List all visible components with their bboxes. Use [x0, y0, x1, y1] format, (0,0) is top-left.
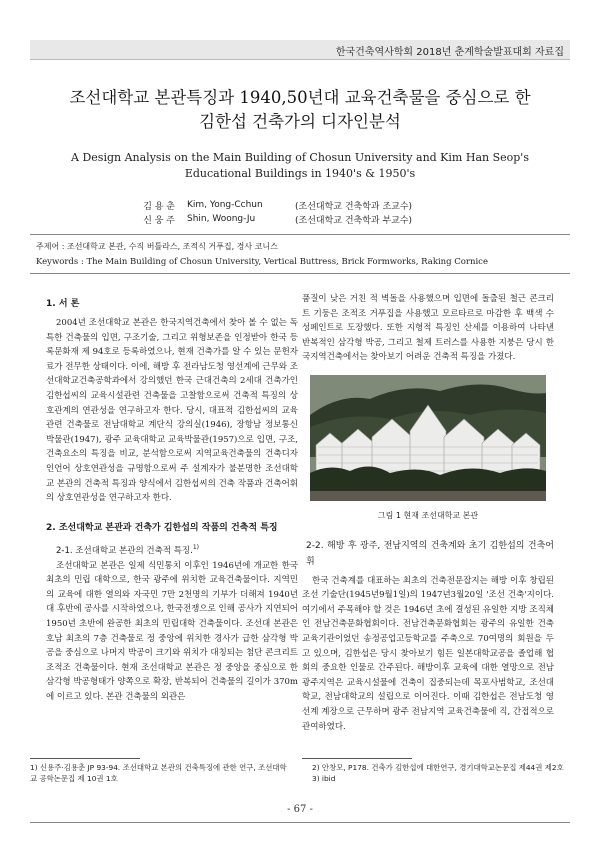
- title-english: [30, 150, 570, 182]
- title-english-line2: Educational Buildings in 1940's & 1950's: [184, 167, 416, 180]
- continued-paragraph: 품질이 낮은 거친 적 벽돌을 사용했으며 입면에 돌출된 철근 콘크리트 기둥은 조적조 거푸집을 사용했고 모르타르로 마감한 후 백색 수성페인트로 도장했다. 또한 지형적 특징인 산세를 이용하여 나타낸 반복적인 삼각형 박공, 그리고 철제 트러스를 사용한 지붕은 당시 한국지역건축에서는 찾아보기 어려운 건축적 특징을 가졌다.: [302, 294, 554, 363]
- footnotes-right: [312, 762, 564, 784]
- title-english-line1: A Design Analysis on the Main Building of Chosun University and Kim Han Seop's: [71, 151, 529, 164]
- author-name-en: Kim, Yong-Cchun: [187, 200, 263, 210]
- section-heading-introduction: 1. 서 론: [46, 299, 80, 309]
- introduction-paragraph: 2004년 조선대학교 본관은 한국지역건축에서 찾아 볼 수 없는 독특한 건축물의 입면, 구조기술, 그리고 위형보존을 인정받아 한국 등록문화재 제 94호로 등록하였으나, 현재 건축가를 알 수 있는 문헌자료가 전무한 상태이다. 이에, 해방 후 전라남도청 영선계에 근무와 조선대학교건축공학과에서 강의했던 한국 근대건축의 2세대 건축가인 김한섭씨의 교육시설관련 건축물을 고찰함으로써 건축적 특징의 상호관계의 연관성을 연구하고자 한다. 당시, 대표적 김한섭씨의 교육관련 건축물로 전남대학교 계단식 강의실(1946), 장항남 정보통신 박물관(1947), 광주 교육대학교 교육박물관(1957)으로 입면, 구조, 건축요소의 특징을 비교, 분석함으로써 지역교육건축물의 건축디자인언어 상호연관성을 규명함으로써 주 설계자가 불분명한 조선대학교 본관의 건축적 특징과 양식에서 김한섭씨의 건축 작품과 건축어휘의 상호연관성을 연구하고자 한다.: [46, 318, 298, 504]
- author-list: [30, 198, 570, 226]
- keywords-english: Keywords : The Main Building of Chosun University, Vertical Buttress, Brick Formworks, Raking Cornice: [36, 257, 488, 267]
- keywords-korean: 주제어 : 조선대학교 본관, 수직 버틀라스, 조적식 거푸집, 경사 코니스: [36, 242, 278, 251]
- author-row: [30, 198, 570, 212]
- figure-caption: 그림 1 현재 조선대학교 본관: [377, 510, 479, 520]
- section-heading-2: 2. 조선대학교 본관과 건축가 김한섭의 작품의 건축적 특징: [46, 522, 278, 533]
- subsection-heading-2-1-text: 2-1. 조선대학교 본관의 건축적 특징.: [56, 545, 193, 556]
- footnote-2: 2) 안창모, P178. 건축가 김한섭에 대한연구, 경기대학교논문집 제44권 제2호: [312, 763, 564, 772]
- page-number: - 67 -: [287, 804, 313, 815]
- author-name-ko: 김 용 춘: [143, 201, 175, 212]
- figure-photo-main-building: [310, 375, 546, 501]
- author-name-en: Shin, Woong-Ju: [187, 214, 256, 224]
- author-name-ko: 신 웅 주: [143, 215, 175, 226]
- subsection-2-1-paragraph: 조선대학교 본관은 일제 식민통치 이후인 1946년에 개교한 한국 최초의 민립 대학으로, 한국 광주에 위치한 교육건축물이다. 지역민의 교육에 대한 열의와 자국민 7만 2천명의 기부가 더해져 1940년대 후반에 공사를 시작하였으나, 한국전쟁으로 인해 공사가 지연되어 1950년 초반에 완공한 최초의 민립대학 건축물이다. 조선대 본관은 호남 최초의 7층 건축물로 정 중앙에 위치한 경사가 급한 삼각형 박공을 중심으로 나머지 박공이 크기와 위치가 대칭되는 첨단 콘크리트 조적조 건축물이다. 현재 조선대학교 본관은 정 중앙을 중심으로 한 삼각형 박공형태가 양쪽으로 확장, 반복되어 건축물의 길이가 370m에 이르고 있다. 본관 건축물의 외관은: [46, 560, 298, 702]
- footnote-rule-left: [30, 758, 140, 759]
- bottom-rule: [30, 822, 570, 823]
- title-korean: [30, 86, 570, 134]
- footnote-ref-1: 1): [192, 543, 200, 551]
- author-row: [30, 212, 570, 226]
- keywords-box: [30, 234, 570, 274]
- footnotes-left: [30, 762, 292, 784]
- main-building-photo: [310, 375, 546, 501]
- footnote-1: 1) 신용주·김용춘 JP 93-94. 조선대학교 본관의 건축특징에 관한 연구, 조선대학교 공학논문집 제 10권 1호: [30, 763, 287, 783]
- title-korean-line1: 조선대학교 본관특징과 1940,50년대 교육건축물을 중심으로 한: [69, 88, 531, 107]
- subsection-heading-2-1: [46, 540, 298, 559]
- title-korean-line2: 김한섭 건축가의 디자인분석: [199, 112, 401, 131]
- subsection-heading-2-2: 2-2. 해방 후 광주, 전남지역의 건축계와 초기 김한섭의 건축어휘: [306, 540, 554, 567]
- subsection-2-2-paragraph: 한국 건축계를 대표하는 최초의 건축전문잡지는 해방 이후 창립된 조선 기술단(1945년9월1일)의 1947년3월20일 '조선 건축'지이다. 여기에서 주목해야 할 것은 1946년 초에 결성된 유일한 지방 조직체인 전남건축문화협회이다. 전남건축문화협회는 광주의 유일한 건축교육기관이었던 송정공업고등학교를 주축으로 70여명의 회원을 두고 있으며, 김한섭은 당시 찾아보기 힘든 일본대학교공을 졸업해 협회의 중요한 인물로 간주된다. 해방이후 교육에 대한 열망으로 전남 광주지역은 교육시설물에 건축이 집중되는데 목포사범학교, 조선대학교, 전남대학교의 설립으로 이어진다. 이때 김한섭은 전남도청 영선계 계장으로 근무하며 광주 전남지역 교육건축물에 직, 간접적으로 관여하였다.: [302, 575, 554, 732]
- running-header-text: 한국건축역사학회 2018년 춘계학술발표대회 자료집: [335, 47, 564, 58]
- author-affiliation: (조선대학교 건축학과 부교수): [295, 215, 413, 226]
- right-column: [302, 292, 554, 734]
- left-column: [46, 296, 298, 704]
- author-affiliation: (조선대학교 건축학과 조교수): [295, 201, 413, 212]
- footnote-3: 3) ibid: [312, 774, 336, 783]
- running-header: [30, 40, 570, 60]
- footnote-rule-right: [302, 758, 412, 759]
